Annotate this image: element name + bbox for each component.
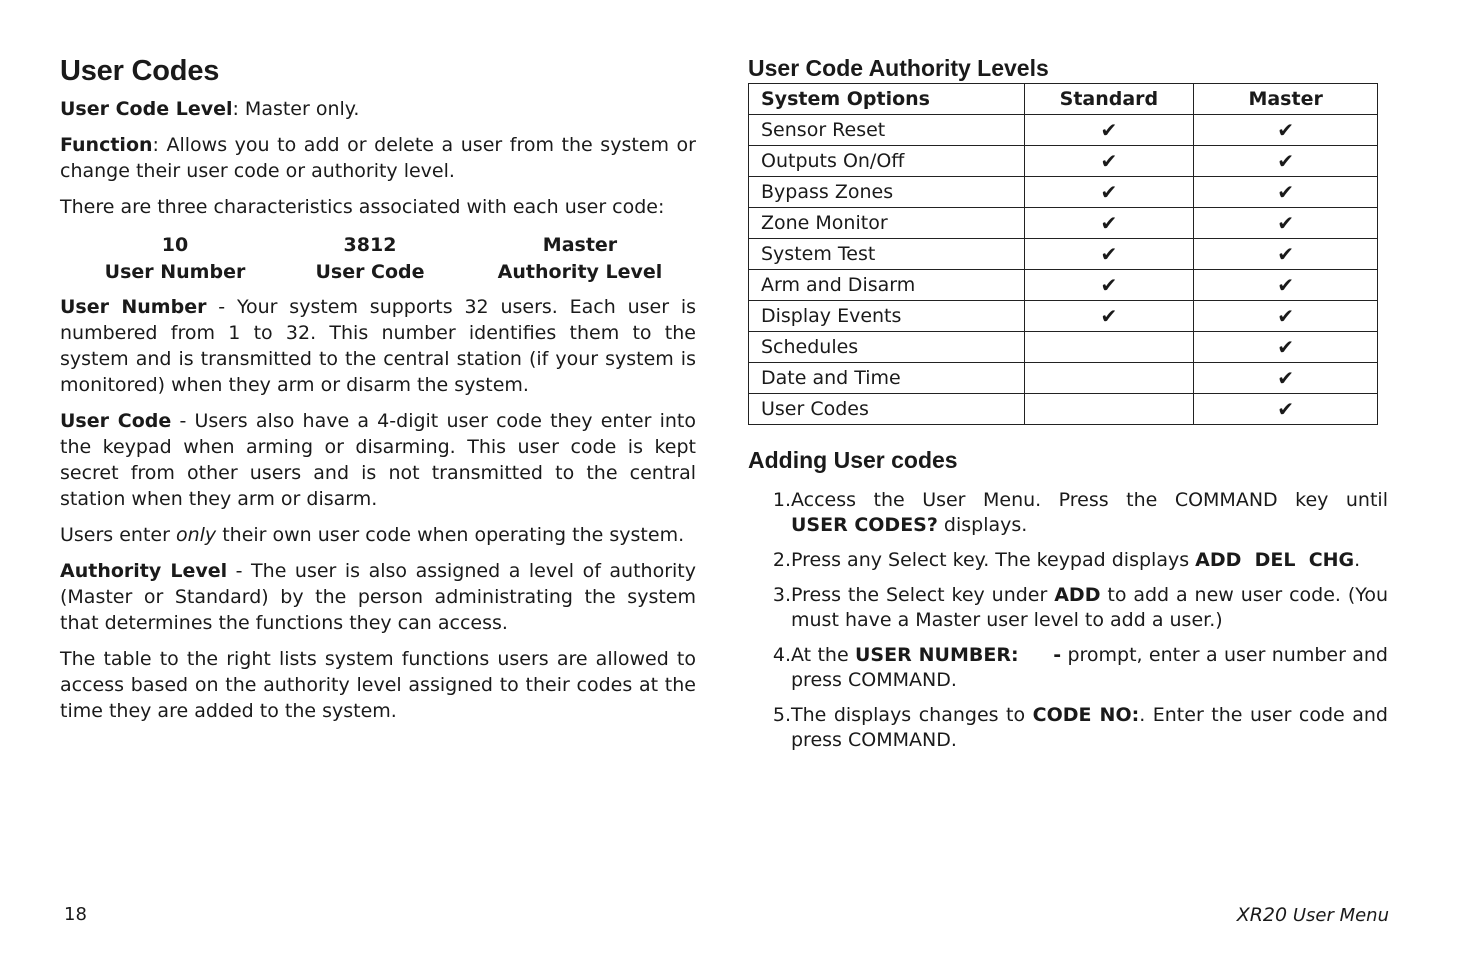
table-row: [749, 332, 1378, 363]
step-number: 4.: [772, 644, 791, 666]
authority-levels-table: [748, 83, 1378, 425]
master-check-icon: ✔: [1194, 301, 1378, 332]
user-number-paragraph: [60, 294, 696, 398]
right-column: [748, 55, 1388, 763]
table-row: [749, 115, 1378, 146]
product-name: XR20: [1236, 904, 1288, 926]
step-text: [791, 643, 1388, 693]
master-check-icon: ✔: [1194, 239, 1378, 270]
master-check-icon: ✔: [1194, 115, 1378, 146]
step-keyword: CODE NO:: [1032, 704, 1140, 726]
table-row: [749, 363, 1378, 394]
standard-check-icon: ✔: [1024, 115, 1194, 146]
steps-list: [748, 488, 1388, 753]
three-characteristics-text: There are three characteristics associated with each user code:: [60, 196, 665, 218]
authority-label: Authority Level: [60, 560, 228, 582]
user-code-paragraph: [60, 408, 696, 512]
step-text-a: Press the Select key under: [791, 584, 1055, 606]
example-label: User Number: [104, 261, 246, 283]
step-number: 1.: [772, 489, 791, 511]
option-cell: Arm and Disarm: [749, 270, 1025, 301]
standard-check-icon: ✔: [1024, 239, 1194, 270]
step-item: [748, 703, 1388, 753]
table-header-row: [749, 84, 1378, 115]
option-cell: Bypass Zones: [749, 177, 1025, 208]
user-code-text: - Users also have a 4-digit user code they enter into the keypad when arming or disarming. This user code is kept secret from other users and is not transmitted to the central station when they arm or disarm.: [60, 410, 696, 510]
page-number: 18: [64, 904, 87, 925]
master-check-icon: ✔: [1194, 363, 1378, 394]
step-text: [791, 488, 1388, 538]
step-item: [748, 643, 1388, 693]
standard-check-icon: [1024, 363, 1194, 394]
table-row: [749, 301, 1378, 332]
step-number: 2.: [772, 549, 791, 571]
step-text-c: . Enter the user code and press COMMAND.: [791, 704, 1388, 751]
step-number: 3.: [772, 584, 791, 606]
option-cell: Sensor Reset: [749, 115, 1025, 146]
standard-check-icon: [1024, 332, 1194, 363]
standard-check-icon: ✔: [1024, 301, 1194, 332]
step-text: [791, 703, 1388, 753]
step-text-a: Press any Select key. The keypad displays: [791, 549, 1196, 571]
step-number: 5.: [772, 704, 791, 726]
standard-check-icon: ✔: [1024, 146, 1194, 177]
master-check-icon: ✔: [1194, 394, 1378, 425]
user-number-label: User Number: [60, 296, 207, 318]
standard-check-icon: [1024, 394, 1194, 425]
section-name: User Menu: [1287, 905, 1389, 926]
standard-check-icon: ✔: [1024, 270, 1194, 301]
only-word: only: [175, 524, 217, 546]
table-row: [749, 239, 1378, 270]
master-check-icon: ✔: [1194, 332, 1378, 363]
step-text-a: Access the User Menu. Press the COMMAND key until: [791, 489, 1388, 511]
only-pre: Users enter: [60, 524, 176, 546]
step-text-c: .: [1354, 549, 1361, 571]
authority-text: - The user is also assigned a level of authority (Master or Standard) by the person administrating the system that determines the functions they can access.: [60, 560, 697, 634]
table-note-paragraph: The table to the right lists system functions users are allowed to access based on the authority level assigned to their codes at the time they are added to the system.: [60, 648, 696, 722]
authority-level-paragraph: [60, 558, 696, 636]
function-text: : Allows you to add or delete a user from the system or change their user code or authority level.: [60, 134, 696, 182]
example-label: Authority Level: [497, 261, 663, 283]
header-master: Master: [1194, 84, 1378, 115]
table-row: [749, 177, 1378, 208]
option-cell: Date and Time: [749, 363, 1025, 394]
table-row: [749, 270, 1378, 301]
function-label: Function: [60, 134, 153, 156]
footer-title: [1237, 904, 1389, 926]
function-paragraph: [60, 132, 696, 184]
step-item: [748, 583, 1388, 633]
step-text-a: The displays changes to: [791, 704, 1033, 726]
only-own-code-paragraph: [60, 522, 696, 548]
option-cell: Schedules: [749, 332, 1025, 363]
user-code-level-paragraph: [60, 96, 696, 122]
user-code-label: User Code: [60, 410, 172, 432]
table-row: [749, 208, 1378, 239]
header-standard: Standard: [1024, 84, 1194, 115]
master-check-icon: ✔: [1194, 208, 1378, 239]
step-keyword: ADD: [1054, 584, 1101, 606]
step-text-c: prompt, enter a user number and press COMMAND.: [791, 644, 1388, 691]
example-value: 3812: [343, 234, 397, 256]
example-value: 10: [161, 234, 189, 256]
step-item: [748, 548, 1388, 573]
option-cell: User Codes: [749, 394, 1025, 425]
characteristics-example: [60, 232, 696, 286]
master-check-icon: ✔: [1194, 146, 1378, 177]
user-number-text: - Your system supports 32 users. Each user is numbered from 1 to 32. This number identifies them to the system and is transmitted to the central station (if your system is monitored) when they arm or disarm the system.: [60, 296, 696, 396]
table-row: [749, 394, 1378, 425]
step-text-a: At the: [791, 644, 855, 666]
master-check-icon: ✔: [1194, 270, 1378, 301]
step-text-c: displays.: [937, 514, 1028, 536]
master-check-icon: ✔: [1194, 177, 1378, 208]
level-value: : Master only.: [232, 98, 360, 120]
header-system-options: System Options: [749, 84, 1025, 115]
step-item: [748, 488, 1388, 538]
authority-table-title: User Code Authority Levels: [748, 55, 1049, 81]
only-post: their own user code when operating the system.: [216, 524, 685, 546]
table-row: [749, 146, 1378, 177]
step-keyword: USER CODES?: [791, 514, 938, 536]
adding-user-codes-title: Adding User codes: [748, 447, 958, 473]
step-keyword: USER NUMBER: -: [855, 644, 1062, 666]
option-cell: Zone Monitor: [749, 208, 1025, 239]
option-cell: Outputs On/Off: [749, 146, 1025, 177]
page-title: User Codes: [60, 55, 220, 87]
example-value: Master: [542, 234, 618, 256]
step-text-c: to add a new user code. (You must have a Master user level to add a user.): [791, 584, 1388, 631]
option-cell: System Test: [749, 239, 1025, 270]
option-cell: Display Events: [749, 301, 1025, 332]
step-text: [791, 548, 1388, 573]
step-text: [791, 583, 1388, 633]
left-column: [60, 55, 696, 734]
standard-check-icon: ✔: [1024, 208, 1194, 239]
level-label: User Code Level: [60, 98, 233, 120]
step-keyword: ADD DEL CHG: [1195, 549, 1355, 571]
example-label: User Code: [315, 261, 425, 283]
standard-check-icon: ✔: [1024, 177, 1194, 208]
